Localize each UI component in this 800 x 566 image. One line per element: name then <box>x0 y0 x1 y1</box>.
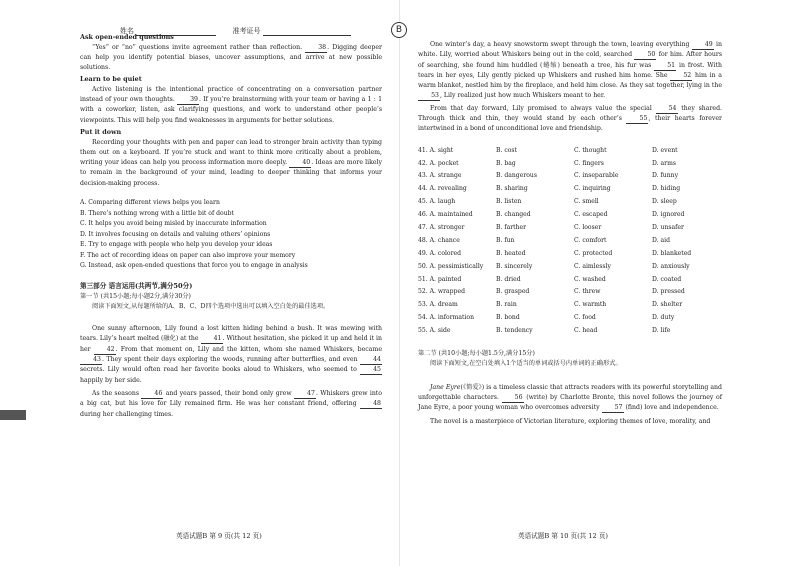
choice-option: B. sincerely <box>496 262 533 270</box>
text: One sunny afternoon, Lily found a lost kitten hiding behind a bush. It was mewing with tears. Lily’s heart melted (融化) at the <box>80 325 382 343</box>
choice-option: 42. A. pocket <box>418 159 459 167</box>
text: (《简爱》) is a timeless classic that attracts readers with its powerful storytelling and unforgettable characters. <box>418 383 722 401</box>
text: . They spent their days exploring the woods, running after butterflies, and even <box>102 356 360 364</box>
choice-option: C. warmth <box>574 301 607 309</box>
choice-option: D. ignored <box>652 211 685 219</box>
choice-option: C. looser <box>574 223 602 231</box>
question-row <box>418 247 722 260</box>
text: Recording your thoughts with pen and paper can lead to stronger brain activity than typing them out on a keyboard. If you’re stuck and want to think more critically about a problem, writing your ideas can help you process information more deeply. <box>80 138 382 167</box>
choice-option: C. escaped <box>574 211 608 219</box>
jane-eyre-paragraph-1 <box>418 383 722 414</box>
blank-54[interactable]: 54 <box>656 105 678 114</box>
choice-option: 51. A. painted <box>418 275 462 283</box>
blank-41[interactable]: 41 <box>201 335 223 344</box>
question-row <box>418 298 722 311</box>
choice-option: 53. A. dream <box>418 301 458 309</box>
choice-option: C. smell <box>574 198 599 206</box>
text: . Whiskers grew into a big cat, but his love for Lily remained firm. He was her constant friend, offering <box>80 389 383 408</box>
question-row <box>418 169 722 182</box>
question-row <box>418 221 722 234</box>
blank-51[interactable]: 51 <box>654 62 676 71</box>
text: . Without hesitation, she picked it up and held it in her <box>80 335 382 353</box>
book-title: Jane Eyre <box>430 383 461 391</box>
text: during her challenging times. <box>80 410 174 418</box>
heading-put-down: Put it down <box>80 128 122 137</box>
blank-44[interactable]: 44 <box>360 356 382 365</box>
text: they shared. Through thick and thin, they would stand by each other’s <box>418 104 722 123</box>
blank-56[interactable]: 56 <box>502 394 524 403</box>
choice-option: C. inquiring <box>574 185 611 193</box>
text: , Lily realized just how much Whiskers meant to her. <box>440 92 606 100</box>
question-row <box>418 273 722 286</box>
choice-option: 48. A. chance <box>418 236 460 244</box>
question-row <box>418 208 722 221</box>
choice-option: B. changed <box>496 211 531 219</box>
story-paragraph-4 <box>418 104 722 135</box>
question-row <box>418 285 722 298</box>
choice-option: C. food <box>574 314 596 322</box>
choice-option: 52. A. wrapped <box>418 288 465 296</box>
blank-45[interactable]: 45 <box>360 366 382 375</box>
choice-option: D. event <box>652 146 678 154</box>
choice-option: B. sharing <box>496 185 528 193</box>
option-item: A. Comparing different views helps you learn <box>80 199 220 207</box>
blank-57[interactable]: 57 <box>602 404 624 413</box>
text: happily by her side. <box>80 376 142 384</box>
section2-title: 第二节 (共10小题;每小题1.5分,满分15分) <box>418 350 535 358</box>
text: and years passed, their bond only grew <box>163 389 294 397</box>
text: . Ideas are more likely to remain in the background of your mind, leading to deeper thinking that informs your decision-making process. <box>80 159 382 187</box>
blank-38[interactable]: 38 <box>305 44 327 53</box>
option-item: E. Try to engage with people who help you develop your ideas <box>80 241 273 249</box>
blank-42[interactable]: 42 <box>94 346 116 355</box>
footer-page-10: 英语试题B 第 10 页(共 12 页) <box>518 532 609 540</box>
choice-option: D. blanketed <box>652 249 692 257</box>
choice-option: D. life <box>652 327 671 335</box>
choice-option: D. pressed <box>652 288 685 296</box>
choice-option: B. fun <box>496 236 515 244</box>
choice-option: C. washed <box>574 275 606 283</box>
paragraph-38 <box>80 43 382 74</box>
question-row <box>418 324 722 337</box>
name-label: 姓名 <box>120 27 134 35</box>
choice-option: C. protected <box>574 249 613 257</box>
text: for him. After hours of searching, she found him huddled (蜷缩) beneath a tree, his fur was <box>418 51 722 69</box>
blank-53[interactable]: 53 <box>418 92 440 101</box>
right-column <box>418 40 722 427</box>
question-row <box>418 144 722 157</box>
choice-option: 55. A. side <box>418 327 451 335</box>
text: in frost. With tears in her eyes, Lily gently picked up Whiskers and rushed him home. She <box>418 61 722 79</box>
footer-page-9: 英语试题B 第 9 页(共 12 页) <box>176 532 262 540</box>
choice-option: 50. A. pessimistically <box>418 262 484 270</box>
blank-52[interactable]: 52 <box>670 72 692 81</box>
section1-instructions: 阅读下面短文,从每题所给的A、B、C、D四个选项中选出可以填入空白处的最佳选项。 <box>92 302 330 310</box>
choice-option: 43. A. strange <box>418 172 462 180</box>
choice-option: B. listen <box>496 198 522 206</box>
story-paragraph-3 <box>418 40 722 102</box>
choice-option: D. unsafer <box>652 223 684 231</box>
choice-option: 41. A. sight <box>418 146 454 154</box>
blank-47[interactable]: 47 <box>294 390 316 399</box>
option-item: G. Instead, ask open-ended questions that force you to engage in analysis <box>80 262 308 270</box>
options-list <box>80 198 382 272</box>
blank-48[interactable]: 48 <box>360 400 382 409</box>
choice-option: D. aid <box>652 236 671 244</box>
heading-open-ended: Ask open-ended questions <box>80 33 174 41</box>
paragraph-39 <box>80 85 382 126</box>
text: As the seasons <box>92 389 142 397</box>
choice-option: B. rain <box>496 301 517 309</box>
choice-option: D. hiding <box>652 185 681 193</box>
question-row <box>418 195 722 208</box>
jane-eyre-paragraph-2: The novel is a masterpiece of Victorian literature, exploring themes of love, morality, and <box>430 417 711 425</box>
section2-instructions: 阅读下面短文,在空白处填入1个适当的单词或括号内单词的正确形式。 <box>430 360 622 368</box>
text: in white. Lily, worried about Whiskers being out in the cold, searched <box>418 41 722 59</box>
choice-option: D. sleep <box>652 198 677 206</box>
choices-table <box>418 144 722 337</box>
text: . From that moment on, Lily and the kitten, whom she named Whiskers, became <box>115 345 382 353</box>
option-item: B. There’s nothing wrong with a little bit of doubt <box>80 209 234 217</box>
choice-option: C. inseparable <box>574 172 619 180</box>
text: (find) love and independence. <box>623 404 719 412</box>
paragraph-40 <box>80 138 382 189</box>
part3-title: 第三部分 语言运用(共两节,满分50分) <box>80 281 193 290</box>
choice-option: B. dangerous <box>496 172 537 180</box>
choice-option: B. bag <box>496 159 516 167</box>
question-row <box>418 234 722 247</box>
text: , their hearts forever intertwined in a bond of unconditional love and friendship. <box>418 115 722 133</box>
section1-title: 第一节 (共15小题;每小题2分,满分30分) <box>80 292 191 300</box>
choice-option: B. heated <box>496 249 526 257</box>
text: . Digging deeper can help you identify potential biases, uncover assumptions, and arrive at new possible solutions. <box>80 43 382 72</box>
side-tab <box>0 410 26 420</box>
id-label: 准考证号 <box>232 27 261 35</box>
choice-option: C. threw <box>574 288 601 296</box>
text: From that day forward, Lily promised to always value the special <box>430 104 656 112</box>
text: . If you’re brainstorming with your team or having a 1 : 1 with a coworker, listen, ask clarifying questions, and work to understand other people’s viewpoints. This will help you find weaknesses in arguments for better solutions. <box>80 96 383 124</box>
choice-option: C. thought <box>574 146 607 154</box>
choice-option: 45. A. laugh <box>418 198 456 206</box>
choice-option: C. aimlessly <box>574 262 611 270</box>
choice-option: D. anxiously <box>652 262 690 270</box>
text: (write) by Charlotte Bronte, this novel follows the journey of Jane Eyre, a poor young woman who overcomes adversity <box>418 393 723 412</box>
text: One winter’s day, a heavy snowstorm swept through the town, leaving everything <box>430 41 692 48</box>
choice-option: D. arms <box>652 159 676 167</box>
text: Active listening is the intentional practice of concentrating on a conversation partner instead of your own thoughts. <box>80 85 382 104</box>
choice-option: B. cost <box>496 146 518 154</box>
choice-option: B. tendency <box>496 327 533 335</box>
story-paragraph-1 <box>80 324 382 386</box>
choice-option: 44. A. revealing <box>418 185 467 193</box>
choice-option: B. bond <box>496 314 520 322</box>
blank-39[interactable]: 39 <box>177 96 199 105</box>
question-row <box>418 311 722 324</box>
choice-option: B. dried <box>496 275 521 283</box>
version-mark: B <box>391 22 407 38</box>
blank-40[interactable]: 40 <box>289 159 311 168</box>
choice-option: D. shelter <box>652 301 683 309</box>
story-paragraph-2 <box>80 389 382 420</box>
text: “Yes” or “no” questions invite agreement rather than reflection. <box>92 43 306 51</box>
question-row <box>418 157 722 170</box>
left-column <box>80 16 382 420</box>
choice-option: D. coated <box>652 275 682 283</box>
choice-option: C. fingers <box>574 159 604 167</box>
choice-option: 46. A. maintained <box>418 211 473 219</box>
choice-option: C. comfort <box>574 236 607 244</box>
heading-quiet: Learn to be quiet <box>80 75 142 84</box>
blank-49[interactable]: 49 <box>692 41 714 50</box>
choice-option: 54. A. information <box>418 314 475 322</box>
text: secrets. Lily would often read her favorite books aloud to Whiskers, who seemed to <box>80 366 360 374</box>
option-item: C. It helps you avoid being misled by inaccurate information <box>80 220 267 228</box>
question-row <box>418 182 722 195</box>
question-row <box>418 260 722 273</box>
blank-46[interactable]: 46 <box>141 390 163 399</box>
option-item: F. The act of recording ideas on paper can also improve your memory <box>80 251 296 259</box>
choice-option: D. duty <box>652 314 675 322</box>
choice-option: B. farther <box>496 223 527 231</box>
blank-43[interactable]: 43 <box>80 356 102 365</box>
choice-option: B. grasped <box>496 288 530 296</box>
option-item: D. It involves focusing on details and valuing others’ opinions <box>80 230 271 238</box>
blank-50[interactable]: 50 <box>634 51 656 60</box>
choice-option: C. head <box>574 327 598 335</box>
page-divider <box>399 0 400 566</box>
text: him in a warm blanket, nestled him by the fireplace, and held him close. As they sat together, lying in the <box>418 71 722 90</box>
choice-option: 47. A. stronger <box>418 223 465 231</box>
blank-55[interactable]: 55 <box>626 115 648 124</box>
choice-option: 49. A. colored <box>418 249 462 257</box>
choice-option: D. funny <box>652 172 679 180</box>
